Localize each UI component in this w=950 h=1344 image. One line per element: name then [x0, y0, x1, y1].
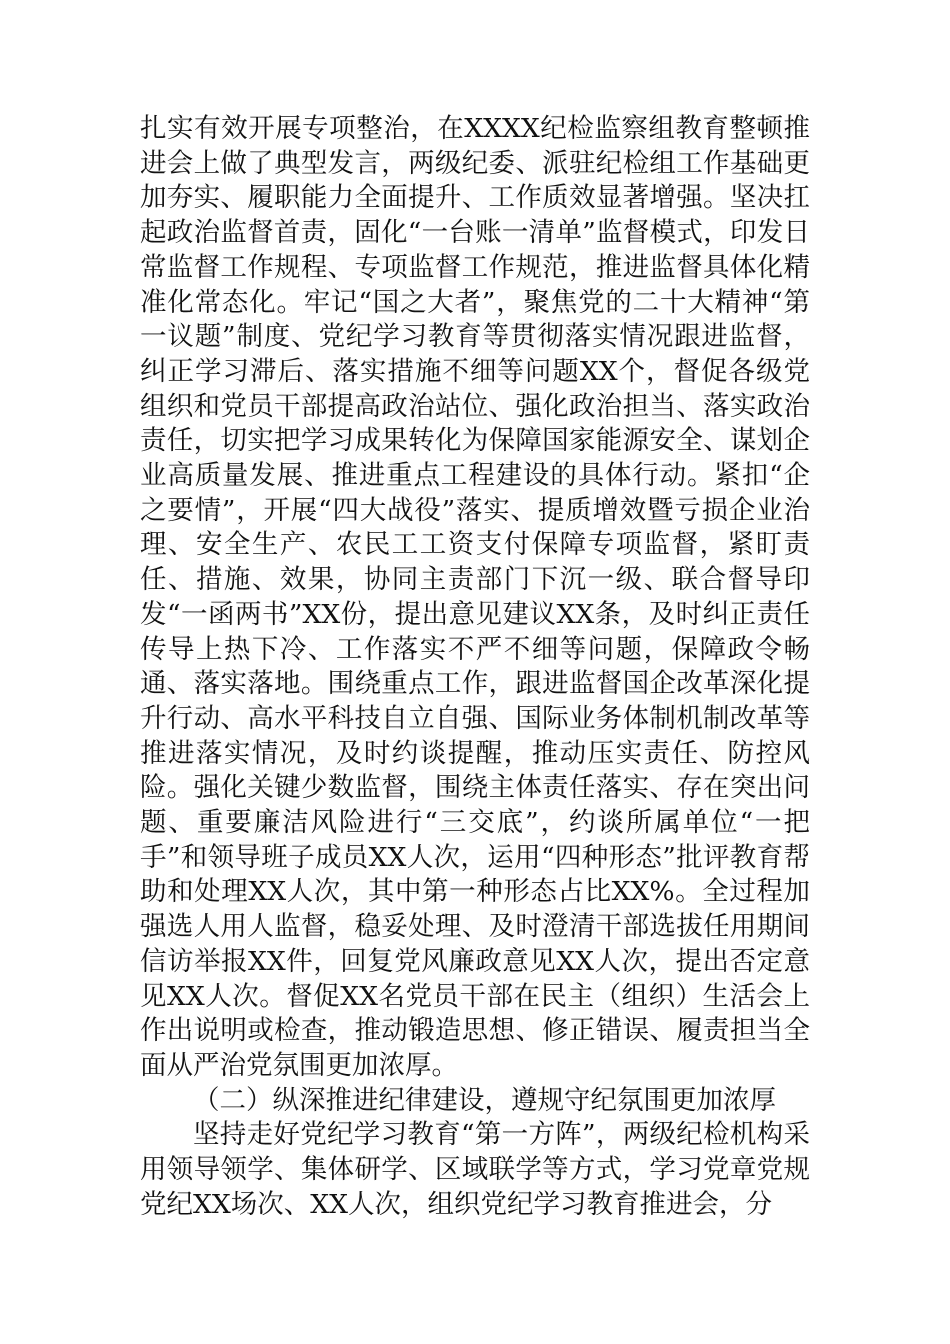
section-heading: （二）纵深推进纪律建设，遵规守纪氛围更加浓厚	[193, 1084, 776, 1116]
body-paragraph: 坚持走好党纪学习教育“第一方阵”，两级纪检机构采用领导领学、集体研学、区域联学等方式，学习党章党规党纪XX场次、XX人次，组织党纪学习教育推进会，分	[140, 1119, 810, 1220]
document-body	[140, 112, 810, 1223]
body-paragraph: 扎实有效开展专项整治，在XXXX纪检监察组教育整顿推进会上做了典型发言，两级纪委、派驻纪检组工作基础更加夯实、履职能力全面提升、工作质效显著增强。坚决扛起政治监督首责，固化“一台账一清单”监督模式，印发日常监督工作规程、专项监督工作规范，推进监督具体化精准化常态化。牢记“国之大者”，聚焦党的二十大精神“第一议题”制度、党纪学习教育等贯彻落实情况跟进监督，纠正学习滞后、落实措施不细等问题XX个，督促各级党组织和党员干部提高政治站位、强化政治担当、落实政治责任，切实把学习成果转化为保障国家能源安全、谋划企业高质量发展、推进重点工程建设的具体行动。紧扣“企之要情”，开展“四大战役”落实、提质增效暨亏损企业治理、安全生产、农民工工资支付保障专项监督，紧盯责任、措施、效果，协同主责部门下沉一级、联合督导印发“一函两书”XX份，提出意见建议XX条，及时纠正责任传导上热下冷、工作落实不严不细等问题，保障政令畅通、落实落地。围绕重点工作，跟进监督国企改革深化提升行动、高水平科技自立自强、国际业务体制机制改革等推进落实情况，及时约谈提醒，推动压实责任、防控风险。强化关键少数监督，围绕主体责任落实、存在突出问题、重要廉洁风险进行“三交底”，约谈所属单位“一把手”和领导班子成员XX人次，运用“四种形态”批评教育帮助和处理XX人次，其中第一种形态占比XX%。全过程加强选人用人监督，稳妥处理、及时澄清干部选拔任用期间信访举报XX件，回复党风廉政意见XX人次，提出否定意见XX人次。督促XX名党员干部在民主（组织）生活会上作出说明或检查，推动锻造思想、修正错误、履责担当全面从严治党氛围更加浓厚。	[140, 113, 810, 1081]
